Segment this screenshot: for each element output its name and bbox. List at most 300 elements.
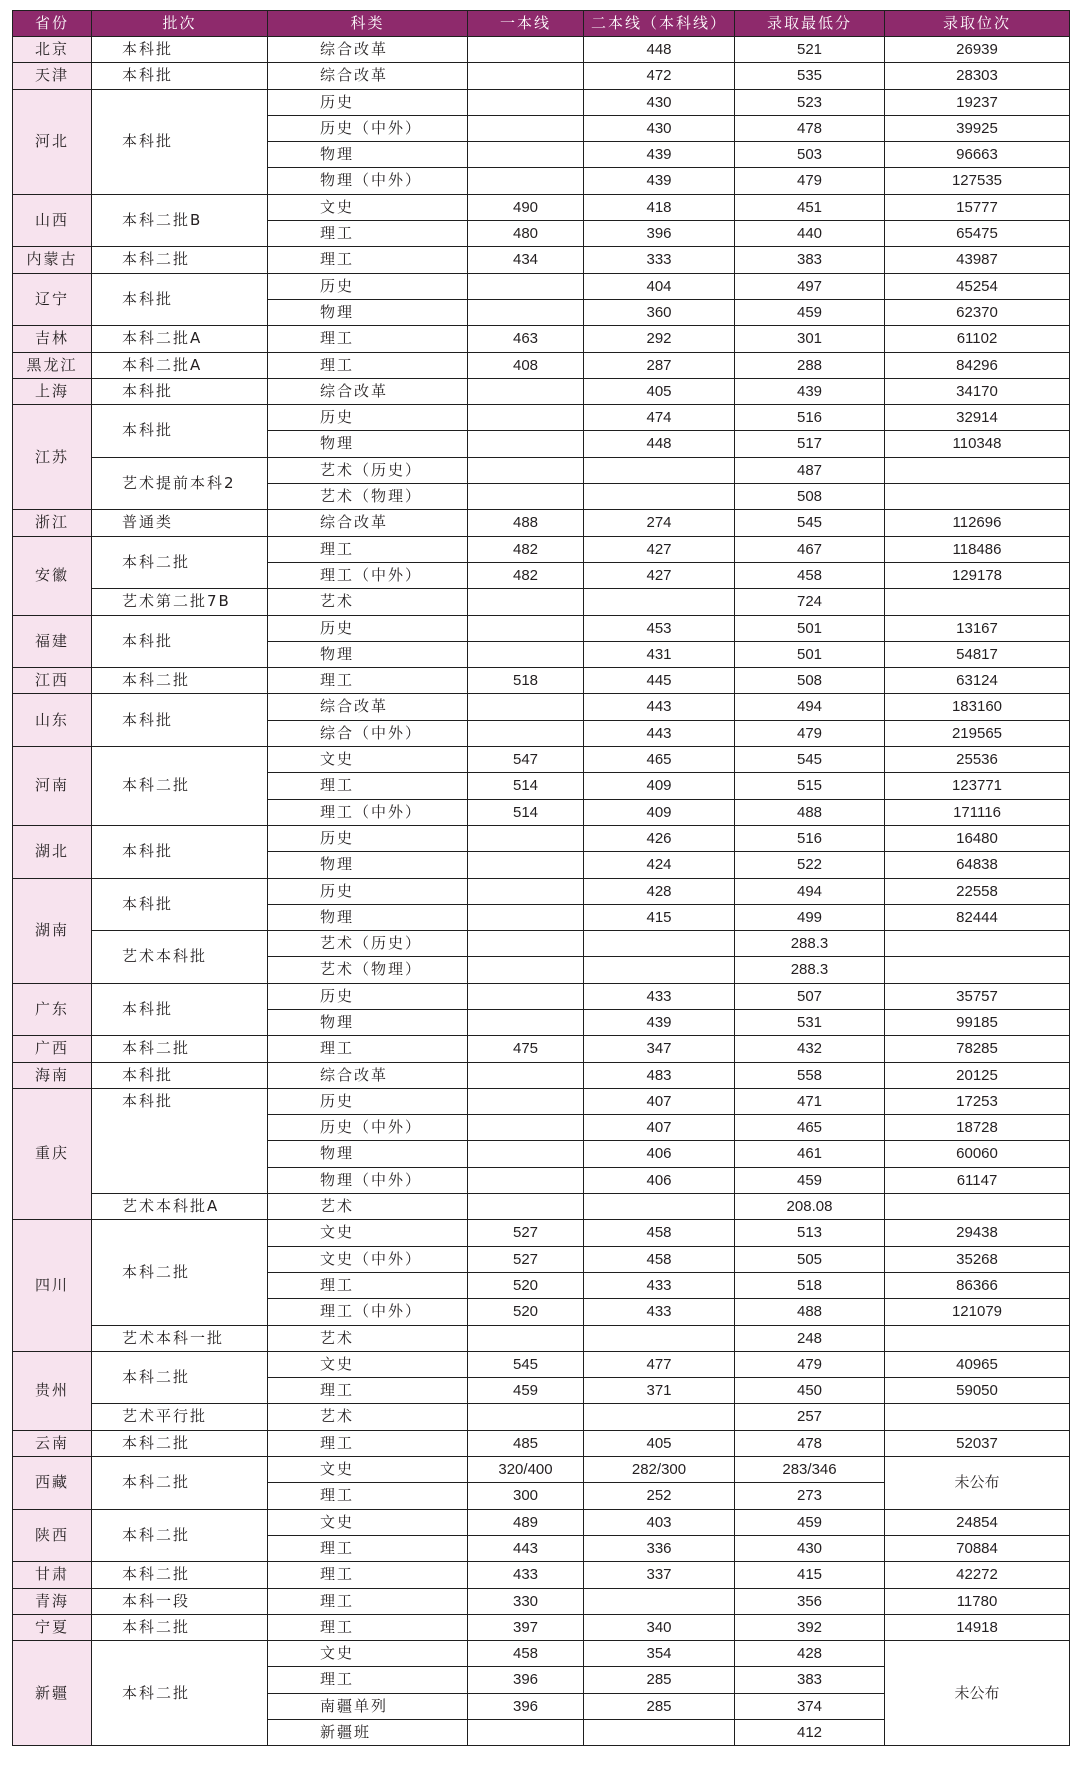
min-rank-cell: 84296 bbox=[885, 352, 1070, 378]
table-row bbox=[13, 615, 1070, 641]
min-rank-cell: 35757 bbox=[885, 983, 1070, 1009]
min-rank-cell bbox=[885, 484, 1070, 510]
batch-cell: 本科二批A bbox=[92, 326, 268, 352]
min-score-cell: 467 bbox=[735, 536, 885, 562]
category-cell: 理工 bbox=[268, 1483, 468, 1509]
min-rank-cell: 112696 bbox=[885, 510, 1070, 536]
min-rank-cell: 129178 bbox=[885, 562, 1070, 588]
category-cell: 文史 bbox=[268, 1220, 468, 1246]
min-rank-cell: 未公布 bbox=[885, 1457, 1070, 1510]
tier2-line-cell: 409 bbox=[584, 799, 735, 825]
min-rank-cell: 64838 bbox=[885, 852, 1070, 878]
table-row bbox=[13, 510, 1070, 536]
tier2-line-cell: 407 bbox=[584, 1088, 735, 1114]
tier2-line-cell bbox=[584, 457, 735, 483]
min-score-cell: 208.08 bbox=[735, 1194, 885, 1220]
province-cell: 天津 bbox=[13, 63, 92, 89]
min-rank-cell bbox=[885, 957, 1070, 983]
tier2-line-cell: 474 bbox=[584, 405, 735, 431]
min-rank-cell: 40965 bbox=[885, 1351, 1070, 1377]
category-cell: 物理 bbox=[268, 142, 468, 168]
batch-cell: 本科二批 bbox=[92, 1641, 268, 1746]
batch-cell: 本科批 bbox=[92, 983, 268, 1036]
tier2-line-cell: 483 bbox=[584, 1062, 735, 1088]
tier2-line-cell: 404 bbox=[584, 273, 735, 299]
min-score-cell: 545 bbox=[735, 510, 885, 536]
min-score-cell: 531 bbox=[735, 1009, 885, 1035]
category-cell: 理工 bbox=[268, 1535, 468, 1561]
tier2-line-cell: 465 bbox=[584, 747, 735, 773]
province-cell: 西藏 bbox=[13, 1457, 92, 1510]
tier2-line-cell: 354 bbox=[584, 1641, 735, 1667]
min-rank-cell: 70884 bbox=[885, 1535, 1070, 1561]
table-row bbox=[13, 63, 1070, 89]
tier2-line-cell bbox=[584, 931, 735, 957]
category-cell: 新疆班 bbox=[268, 1720, 468, 1746]
tier1-line-cell: 514 bbox=[468, 799, 584, 825]
province-cell: 上海 bbox=[13, 378, 92, 404]
batch-cell: 本科二批 bbox=[92, 747, 268, 826]
batch-cell: 本科二批 bbox=[92, 536, 268, 589]
min-score-cell: 479 bbox=[735, 1351, 885, 1377]
batch-cell: 本科批 bbox=[92, 878, 268, 931]
min-score-cell: 522 bbox=[735, 852, 885, 878]
tier2-line-cell bbox=[584, 1325, 735, 1351]
tier1-line-cell bbox=[468, 641, 584, 667]
min-score-cell: 505 bbox=[735, 1246, 885, 1272]
min-score-cell: 440 bbox=[735, 221, 885, 247]
province-cell: 广西 bbox=[13, 1036, 92, 1062]
min-rank-cell: 123771 bbox=[885, 773, 1070, 799]
min-rank-cell: 171116 bbox=[885, 799, 1070, 825]
tier1-line-cell: 320/400 bbox=[468, 1457, 584, 1483]
min-score-cell: 273 bbox=[735, 1483, 885, 1509]
category-cell: 物理 bbox=[268, 299, 468, 325]
tier1-line-cell: 482 bbox=[468, 562, 584, 588]
category-cell: 南疆单列 bbox=[268, 1693, 468, 1719]
min-rank-cell: 127535 bbox=[885, 168, 1070, 194]
tier1-line-cell bbox=[468, 931, 584, 957]
batch-cell: 本科二批 bbox=[92, 1509, 268, 1562]
min-rank-cell bbox=[885, 1194, 1070, 1220]
tier1-line-cell: 330 bbox=[468, 1588, 584, 1614]
tier2-line-cell: 453 bbox=[584, 615, 735, 641]
tier1-line-cell bbox=[468, 1404, 584, 1430]
category-cell: 物理 bbox=[268, 904, 468, 930]
min-score-cell: 392 bbox=[735, 1614, 885, 1640]
category-cell: 理工 bbox=[268, 221, 468, 247]
tier1-line-cell bbox=[468, 720, 584, 746]
batch-cell: 本科批 bbox=[92, 89, 268, 194]
table-row bbox=[13, 536, 1070, 562]
category-cell: 物理（中外） bbox=[268, 168, 468, 194]
province-cell: 宁夏 bbox=[13, 1614, 92, 1640]
tier2-line-cell: 282/300 bbox=[584, 1457, 735, 1483]
tier2-line-cell bbox=[584, 589, 735, 615]
batch-cell: 本科二批 bbox=[92, 1351, 268, 1404]
tier2-line-cell: 430 bbox=[584, 89, 735, 115]
category-cell: 历史 bbox=[268, 1088, 468, 1114]
table-row bbox=[13, 1404, 1070, 1430]
tier1-line-cell bbox=[468, 589, 584, 615]
tier1-line-cell bbox=[468, 168, 584, 194]
tier2-line-cell: 439 bbox=[584, 1009, 735, 1035]
province-cell: 广东 bbox=[13, 983, 92, 1036]
min-rank-cell: 183160 bbox=[885, 694, 1070, 720]
tier2-line-cell: 360 bbox=[584, 299, 735, 325]
min-score-cell: 461 bbox=[735, 1141, 885, 1167]
tier1-line-cell bbox=[468, 115, 584, 141]
tier2-line-cell: 333 bbox=[584, 247, 735, 273]
tier1-line-cell bbox=[468, 1325, 584, 1351]
min-score-cell: 535 bbox=[735, 63, 885, 89]
min-rank-cell: 14918 bbox=[885, 1614, 1070, 1640]
tier1-line-cell: 463 bbox=[468, 326, 584, 352]
category-cell: 综合改革 bbox=[268, 1062, 468, 1088]
province-cell: 贵州 bbox=[13, 1351, 92, 1430]
min-score-cell: 458 bbox=[735, 562, 885, 588]
category-cell: 历史 bbox=[268, 615, 468, 641]
tier1-line-cell: 547 bbox=[468, 747, 584, 773]
min-rank-cell: 96663 bbox=[885, 142, 1070, 168]
tier2-line-cell: 427 bbox=[584, 536, 735, 562]
category-cell: 理工 bbox=[268, 247, 468, 273]
min-score-cell: 513 bbox=[735, 1220, 885, 1246]
category-cell: 物理 bbox=[268, 1009, 468, 1035]
category-cell: 理工 bbox=[268, 1614, 468, 1640]
tier2-line-cell: 340 bbox=[584, 1614, 735, 1640]
tier2-line-cell: 407 bbox=[584, 1115, 735, 1141]
category-cell: 历史 bbox=[268, 983, 468, 1009]
batch-cell: 本科二批 bbox=[92, 1562, 268, 1588]
tier1-line-cell bbox=[468, 694, 584, 720]
tier2-line-cell bbox=[584, 484, 735, 510]
tier1-line-cell: 434 bbox=[468, 247, 584, 273]
min-score-cell: 517 bbox=[735, 431, 885, 457]
tier2-line-cell: 396 bbox=[584, 221, 735, 247]
tier1-line-cell bbox=[468, 904, 584, 930]
tier1-line-cell: 408 bbox=[468, 352, 584, 378]
min-rank-cell bbox=[885, 457, 1070, 483]
category-cell: 理工 bbox=[268, 536, 468, 562]
tier2-line-cell: 292 bbox=[584, 326, 735, 352]
min-score-cell: 488 bbox=[735, 1299, 885, 1325]
table-row bbox=[13, 983, 1070, 1009]
tier2-line-cell: 445 bbox=[584, 668, 735, 694]
tier2-line-cell: 285 bbox=[584, 1693, 735, 1719]
category-cell: 艺术（物理） bbox=[268, 957, 468, 983]
category-cell: 艺术 bbox=[268, 1325, 468, 1351]
tier2-line-cell: 439 bbox=[584, 142, 735, 168]
tier1-line-cell bbox=[468, 1720, 584, 1746]
category-cell: 理工（中外） bbox=[268, 1299, 468, 1325]
min-score-cell: 415 bbox=[735, 1562, 885, 1588]
min-rank-cell: 86366 bbox=[885, 1272, 1070, 1298]
tier2-line-cell: 371 bbox=[584, 1378, 735, 1404]
category-cell: 理工 bbox=[268, 1667, 468, 1693]
tier1-line-cell: 459 bbox=[468, 1378, 584, 1404]
table-row bbox=[13, 1088, 1070, 1114]
min-rank-cell: 60060 bbox=[885, 1141, 1070, 1167]
min-rank-cell: 22558 bbox=[885, 878, 1070, 904]
batch-cell: 本科批 bbox=[92, 378, 268, 404]
tier2-line-cell: 347 bbox=[584, 1036, 735, 1062]
tier1-line-cell: 396 bbox=[468, 1667, 584, 1693]
tier1-line-cell bbox=[468, 983, 584, 1009]
category-cell: 物理 bbox=[268, 852, 468, 878]
min-rank-cell: 28303 bbox=[885, 63, 1070, 89]
min-score-cell: 383 bbox=[735, 247, 885, 273]
min-score-cell: 545 bbox=[735, 747, 885, 773]
batch-cell: 本科批 bbox=[92, 63, 268, 89]
province-cell: 重庆 bbox=[13, 1088, 92, 1219]
category-cell: 理工 bbox=[268, 1562, 468, 1588]
province-cell: 云南 bbox=[13, 1430, 92, 1456]
min-score-cell: 374 bbox=[735, 1693, 885, 1719]
tier1-line-cell: 489 bbox=[468, 1509, 584, 1535]
category-cell: 艺术（物理） bbox=[268, 484, 468, 510]
min-rank-cell: 43987 bbox=[885, 247, 1070, 273]
category-cell: 文史 bbox=[268, 1457, 468, 1483]
table-row bbox=[13, 1588, 1070, 1614]
tier2-line-cell: 433 bbox=[584, 983, 735, 1009]
min-score-cell: 248 bbox=[735, 1325, 885, 1351]
min-rank-cell: 17253 bbox=[885, 1088, 1070, 1114]
tier2-line-cell bbox=[584, 1404, 735, 1430]
category-cell: 理工 bbox=[268, 1588, 468, 1614]
category-cell: 文史 bbox=[268, 1509, 468, 1535]
min-rank-cell: 29438 bbox=[885, 1220, 1070, 1246]
category-cell: 综合改革 bbox=[268, 378, 468, 404]
tier2-line-cell: 458 bbox=[584, 1220, 735, 1246]
tier1-line-cell bbox=[468, 273, 584, 299]
batch-cell: 本科二批 bbox=[92, 1036, 268, 1062]
min-rank-cell: 16480 bbox=[885, 825, 1070, 851]
category-cell: 理工 bbox=[268, 352, 468, 378]
min-rank-cell: 59050 bbox=[885, 1378, 1070, 1404]
tier2-line-cell: 433 bbox=[584, 1272, 735, 1298]
min-score-cell: 283/346 bbox=[735, 1457, 885, 1483]
min-rank-cell: 13167 bbox=[885, 615, 1070, 641]
province-cell: 江苏 bbox=[13, 405, 92, 510]
province-cell: 湖北 bbox=[13, 825, 92, 878]
table-row bbox=[13, 1430, 1070, 1456]
province-cell: 内蒙古 bbox=[13, 247, 92, 273]
min-rank-cell bbox=[885, 589, 1070, 615]
min-score-cell: 479 bbox=[735, 720, 885, 746]
header-category: 科类 bbox=[268, 11, 468, 37]
category-cell: 综合改革 bbox=[268, 694, 468, 720]
min-score-cell: 494 bbox=[735, 694, 885, 720]
min-score-cell: 497 bbox=[735, 273, 885, 299]
min-rank-cell: 118486 bbox=[885, 536, 1070, 562]
tier2-line-cell: 426 bbox=[584, 825, 735, 851]
batch-cell: 艺术本科批 bbox=[92, 931, 268, 984]
category-cell: 艺术 bbox=[268, 1194, 468, 1220]
tier2-line-cell: 443 bbox=[584, 694, 735, 720]
category-cell: 文史 bbox=[268, 1641, 468, 1667]
category-cell: 物理 bbox=[268, 641, 468, 667]
tier1-line-cell bbox=[468, 405, 584, 431]
min-score-cell: 471 bbox=[735, 1088, 885, 1114]
table-row bbox=[13, 194, 1070, 220]
province-cell: 山东 bbox=[13, 694, 92, 747]
min-rank-cell: 99185 bbox=[885, 1009, 1070, 1035]
tier2-line-cell: 477 bbox=[584, 1351, 735, 1377]
tier2-line-cell: 443 bbox=[584, 720, 735, 746]
batch-cell: 本科二批 bbox=[92, 1430, 268, 1456]
tier1-line-cell bbox=[468, 1009, 584, 1035]
tier2-line-cell bbox=[584, 1720, 735, 1746]
table-row bbox=[13, 1220, 1070, 1246]
province-cell: 黑龙江 bbox=[13, 352, 92, 378]
tier1-line-cell: 475 bbox=[468, 1036, 584, 1062]
batch-cell: 本科批 bbox=[92, 405, 268, 458]
category-cell: 综合改革 bbox=[268, 510, 468, 536]
province-cell: 福建 bbox=[13, 615, 92, 668]
category-cell: 艺术（历史） bbox=[268, 457, 468, 483]
min-score-cell: 459 bbox=[735, 299, 885, 325]
min-score-cell: 459 bbox=[735, 1167, 885, 1193]
min-score-cell: 521 bbox=[735, 37, 885, 63]
min-score-cell: 494 bbox=[735, 878, 885, 904]
tier2-line-cell: 406 bbox=[584, 1167, 735, 1193]
province-cell: 吉林 bbox=[13, 326, 92, 352]
batch-cell: 艺术本科一批 bbox=[92, 1325, 268, 1351]
table-row bbox=[13, 37, 1070, 63]
table-row bbox=[13, 247, 1070, 273]
min-rank-cell: 39925 bbox=[885, 115, 1070, 141]
tier1-line-cell: 300 bbox=[468, 1483, 584, 1509]
min-rank-cell: 20125 bbox=[885, 1062, 1070, 1088]
category-cell: 历史 bbox=[268, 878, 468, 904]
min-score-cell: 257 bbox=[735, 1404, 885, 1430]
tier2-line-cell: 430 bbox=[584, 115, 735, 141]
table-row bbox=[13, 326, 1070, 352]
category-cell: 艺术 bbox=[268, 589, 468, 615]
tier2-line-cell: 336 bbox=[584, 1535, 735, 1561]
tier2-line-cell: 472 bbox=[584, 63, 735, 89]
tier1-line-cell: 527 bbox=[468, 1220, 584, 1246]
batch-cell: 本科二批 bbox=[92, 1220, 268, 1325]
min-rank-cell bbox=[885, 931, 1070, 957]
min-score-cell: 518 bbox=[735, 1272, 885, 1298]
tier2-line-cell: 427 bbox=[584, 562, 735, 588]
category-cell: 理工 bbox=[268, 668, 468, 694]
category-cell: 文史 bbox=[268, 747, 468, 773]
batch-cell: 本科二批A bbox=[92, 352, 268, 378]
tier2-line-cell: 448 bbox=[584, 37, 735, 63]
tier1-line-cell: 527 bbox=[468, 1246, 584, 1272]
min-score-cell: 301 bbox=[735, 326, 885, 352]
min-score-cell: 288.3 bbox=[735, 931, 885, 957]
batch-cell: 本科批 bbox=[92, 1088, 268, 1193]
min-score-cell: 515 bbox=[735, 773, 885, 799]
batch-cell: 本科批 bbox=[92, 273, 268, 326]
tier2-line-cell: 405 bbox=[584, 378, 735, 404]
tier1-line-cell: 514 bbox=[468, 773, 584, 799]
province-cell: 河北 bbox=[13, 89, 92, 194]
tier2-line-cell bbox=[584, 1588, 735, 1614]
min-score-cell: 478 bbox=[735, 115, 885, 141]
min-score-cell: 478 bbox=[735, 1430, 885, 1456]
category-cell: 理工 bbox=[268, 326, 468, 352]
category-cell: 艺术（历史） bbox=[268, 931, 468, 957]
tier2-line-cell: 448 bbox=[584, 431, 735, 457]
min-rank-cell: 34170 bbox=[885, 378, 1070, 404]
min-score-cell: 487 bbox=[735, 457, 885, 483]
tier1-line-cell bbox=[468, 299, 584, 325]
min-score-cell: 356 bbox=[735, 1588, 885, 1614]
table-row bbox=[13, 931, 1070, 957]
header-tier2-line: 二本线（本科线） bbox=[584, 11, 735, 37]
tier2-line-cell: 406 bbox=[584, 1141, 735, 1167]
min-rank-cell bbox=[885, 1404, 1070, 1430]
min-score-cell: 488 bbox=[735, 799, 885, 825]
category-cell: 物理 bbox=[268, 1141, 468, 1167]
tier1-line-cell: 518 bbox=[468, 668, 584, 694]
table-row bbox=[13, 1194, 1070, 1220]
category-cell: 理工 bbox=[268, 1036, 468, 1062]
batch-cell: 本科批 bbox=[92, 825, 268, 878]
min-rank-cell: 82444 bbox=[885, 904, 1070, 930]
table-row bbox=[13, 668, 1070, 694]
tier1-line-cell bbox=[468, 878, 584, 904]
province-cell: 辽宁 bbox=[13, 273, 92, 326]
min-rank-cell: 52037 bbox=[885, 1430, 1070, 1456]
table-row bbox=[13, 878, 1070, 904]
province-cell: 陕西 bbox=[13, 1509, 92, 1562]
tier2-line-cell: 274 bbox=[584, 510, 735, 536]
category-cell: 历史 bbox=[268, 89, 468, 115]
batch-cell: 本科二批 bbox=[92, 668, 268, 694]
tier2-line-cell: 403 bbox=[584, 1509, 735, 1535]
category-cell: 物理 bbox=[268, 431, 468, 457]
min-score-cell: 501 bbox=[735, 615, 885, 641]
min-rank-cell: 15777 bbox=[885, 194, 1070, 220]
tier1-line-cell bbox=[468, 825, 584, 851]
category-cell: 理工 bbox=[268, 773, 468, 799]
table-header-row bbox=[13, 11, 1070, 37]
tier1-line-cell: 396 bbox=[468, 1693, 584, 1719]
min-score-cell: 558 bbox=[735, 1062, 885, 1088]
min-score-cell: 516 bbox=[735, 825, 885, 851]
table-row bbox=[13, 352, 1070, 378]
table-row bbox=[13, 405, 1070, 431]
tier1-line-cell: 480 bbox=[468, 221, 584, 247]
min-rank-cell: 35268 bbox=[885, 1246, 1070, 1272]
category-cell: 历史 bbox=[268, 273, 468, 299]
table-row bbox=[13, 1351, 1070, 1377]
tier2-line-cell: 428 bbox=[584, 878, 735, 904]
tier1-line-cell bbox=[468, 852, 584, 878]
category-cell: 综合（中外） bbox=[268, 720, 468, 746]
table-row bbox=[13, 825, 1070, 851]
tier1-line-cell bbox=[468, 89, 584, 115]
province-cell: 甘肃 bbox=[13, 1562, 92, 1588]
province-cell: 新疆 bbox=[13, 1641, 92, 1746]
batch-cell: 艺术本科批A bbox=[92, 1194, 268, 1220]
min-rank-cell: 63124 bbox=[885, 668, 1070, 694]
province-cell: 湖南 bbox=[13, 878, 92, 983]
province-cell: 四川 bbox=[13, 1220, 92, 1351]
min-score-cell: 428 bbox=[735, 1641, 885, 1667]
min-score-cell: 508 bbox=[735, 484, 885, 510]
batch-cell: 本科二批 bbox=[92, 247, 268, 273]
min-score-cell: 507 bbox=[735, 983, 885, 1009]
min-score-cell: 288.3 bbox=[735, 957, 885, 983]
min-rank-cell: 32914 bbox=[885, 405, 1070, 431]
